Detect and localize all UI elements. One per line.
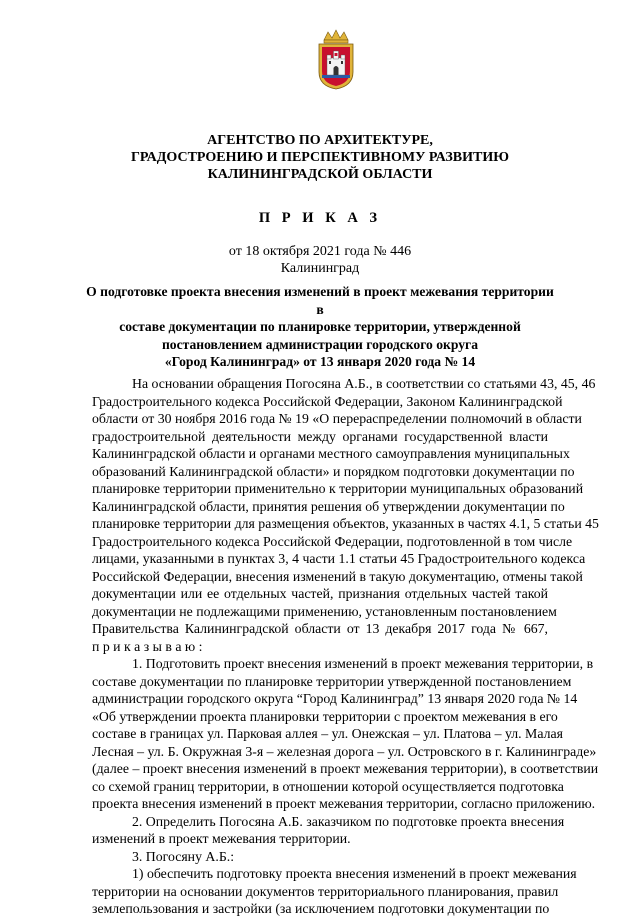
document-type: П Р И К А З <box>258 210 382 226</box>
agency-line: АГЕНТСТВО ПО АРХИТЕКТУРЕ, <box>207 133 433 148</box>
decree-word: п р и к а з ы в а ю : <box>92 638 203 654</box>
agency-heading <box>60 132 580 183</box>
order-city: Калининград <box>280 261 360 276</box>
body-line: образований Калининградской области» и порядком подготовки документации по <box>92 463 575 479</box>
body-line: области от 30 ноября 2016 года № 19 «О перераспределении полномочий в области <box>92 411 582 426</box>
body-line: (далее – проект внесения изменений в проект межевания территории), в соответствии <box>92 761 599 776</box>
body-line: планировке территории для размещения объектов, указанных в частях 4.1, 5 статьи 45 <box>92 516 599 531</box>
body-line: администрации городского округа “Город Калининград” 13 января 2020 года № 14 <box>92 691 578 706</box>
body-line: документации или ее отдельных частей, признания отдельных частей такой <box>92 586 548 601</box>
body-line: со схемой границ территории, в отношении которой осуществляется подготовка <box>92 778 564 794</box>
body-line: На основании обращения Погосяна А.Б., в соответствии со статьями 43, 45, 46 <box>132 376 596 391</box>
body-line: территории на основании документов территориального планирования, правил <box>92 883 559 899</box>
body-line: лицами, указанными в пунктах 3, 4 части 1.1 статьи 45 Градостроительного кодекса <box>92 551 586 566</box>
body-line: землепользования и застройки (за исключением подготовки документации по <box>92 901 550 916</box>
body-line: изменений в проект межевания территории. <box>92 831 351 846</box>
order-date-block <box>60 243 580 277</box>
body-line: 2. Определить Погосяна А.Б. заказчиком по подготовке проекта внесения <box>132 813 565 829</box>
body-line: Лесная – ул. Б. Окружная 3-я – железная дорога – ул. Островского в г. Калининграде» <box>92 743 597 759</box>
body-line: «Об утверждении проекта планировки территории с проектом межевания в его <box>92 708 558 724</box>
subject-line: постановлением администрации городского округа <box>161 336 479 352</box>
agency-line: ГРАДОСТРОЕНИЮ И ПЕРСПЕКТИВНОМУ РАЗВИТИЮ <box>131 150 509 165</box>
body-line: 1) обеспечить подготовку проекта внесения изменений в проект межевания <box>132 866 577 881</box>
body-line: Калининградской области, принятия решения об утверждении документации по <box>92 498 565 514</box>
subject-line: составе документации по планировке территории, утвержденной <box>119 319 521 334</box>
body-line: составе в границах ул. Парковая аллея – ул. Онежская – ул. Платова – ул. Малая <box>92 726 563 741</box>
body-line: Российской Федерации, внесения изменений в такую документацию, отмены такой <box>92 568 583 584</box>
subject-line: «Город Калининград» от 13 января 2020 года № 14 <box>164 354 476 369</box>
agency-line: КАЛИНИНГРАДСКОЙ ОБЛАСТИ <box>207 167 433 182</box>
order-date: от 18 октября 2021 года № 446 <box>228 244 412 259</box>
body-line: проекта внесения изменений в проект межевания территории, согласно приложению. <box>92 796 596 811</box>
body-line: градостроительной деятельности между органами государственной власти <box>92 428 548 444</box>
body-line: Градостроительного кодекса Российской Федерации, подготовленной в том числе <box>92 533 573 549</box>
body-line: Правительства Калининградской области от 13 декабря 2017 года № 667, <box>92 621 548 636</box>
document-body <box>92 375 599 918</box>
body-line: Градостроительного кодекса Российской Федерации, Законом Калининградской <box>92 393 563 409</box>
body-line: Калининградской области и органами местного самоуправления муниципальных <box>92 446 570 461</box>
kaliningrad-coat-of-arms-icon <box>316 28 356 90</box>
body-line: документации не подлежащими применению, установленным постановлением <box>92 603 557 619</box>
body-line: планировке территории применительно к территории муниципальных образований <box>92 481 584 496</box>
body-line: 1. Подготовить проект внесения изменений в проект межевания территории, в <box>132 656 594 671</box>
subject-line: О подготовке проекта внесения изменений в проект межевания территории в <box>86 284 554 317</box>
body-line: 3. Погосяну А.Б.: <box>132 848 235 864</box>
body-line: составе документации по планировке территории утвержденной постановлением <box>92 673 572 689</box>
order-subject <box>82 283 558 371</box>
